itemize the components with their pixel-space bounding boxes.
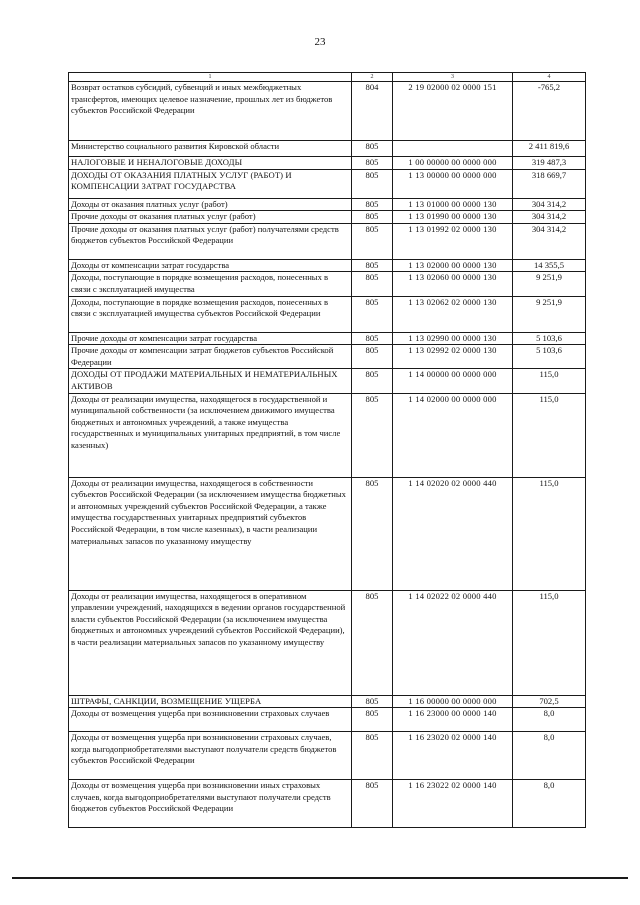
- row-sum: 318 669,7: [513, 169, 586, 198]
- page-bottom-rule: [12, 877, 628, 879]
- row-name: НАЛОГОВЫЕ И НЕНАЛОГОВЫЕ ДОХОДЫ: [69, 157, 352, 170]
- row-name: Прочие доходы от компенсации затрат бюджетов субъектов Российской Федерации: [69, 345, 352, 369]
- row-kbk: 2 19 02000 02 0000 151: [393, 82, 513, 141]
- row-kbk: [393, 141, 513, 157]
- row-code: 805: [352, 198, 393, 211]
- row-kbk: 1 13 02000 00 0000 130: [393, 259, 513, 272]
- column-number-sum: 4: [513, 73, 586, 82]
- row-sum: 8,0: [513, 732, 586, 780]
- table-row: [69, 141, 586, 157]
- row-name: Прочие доходы от оказания платных услуг (работ) получателями средств бюджетов субъектов Российской Федерации: [69, 223, 352, 259]
- row-code: 805: [352, 477, 393, 590]
- row-code: 805: [352, 369, 393, 393]
- row-name: ДОХОДЫ ОТ ОКАЗАНИЯ ПЛАТНЫХ УСЛУГ (РАБОТ) И КОМПЕНСАЦИИ ЗАТРАТ ГОСУДАРСТВА: [69, 169, 352, 198]
- row-code: 805: [352, 296, 393, 332]
- table-row: [69, 332, 586, 345]
- row-code: 805: [352, 272, 393, 296]
- row-sum: 5 103,6: [513, 332, 586, 345]
- row-sum: 319 487,3: [513, 157, 586, 170]
- row-name: Доходы от возмещения ущерба при возникновении иных страховых случаев, когда выгодоприобретателями выступают получатели средств бюджетов субъектов Российской Федерации: [69, 780, 352, 828]
- row-name: Доходы от реализации имущества, находящегося в государственной и муниципальной собственности (за исключением движимого имущества бюджетных и автономных учреждений, а также имущества государственных и муниципальных унитарных предприятий, в том числе казенных): [69, 393, 352, 477]
- row-kbk: 1 13 00000 00 0000 000: [393, 169, 513, 198]
- table-row: [69, 198, 586, 211]
- row-kbk: 1 13 01992 02 0000 130: [393, 223, 513, 259]
- row-code: 805: [352, 393, 393, 477]
- row-code: 805: [352, 211, 393, 224]
- row-name: ШТРАФЫ, САНКЦИИ, ВОЗМЕЩЕНИЕ УЩЕРБА: [69, 695, 352, 708]
- row-code: 805: [352, 157, 393, 170]
- row-kbk: 1 16 23000 00 0000 140: [393, 708, 513, 732]
- row-code: 805: [352, 332, 393, 345]
- row-code: 805: [352, 345, 393, 369]
- row-kbk: 1 13 02062 02 0000 130: [393, 296, 513, 332]
- table-row: [69, 780, 586, 828]
- table-row: [69, 393, 586, 477]
- row-code: 805: [352, 695, 393, 708]
- table-row: [69, 296, 586, 332]
- row-code: 805: [352, 732, 393, 780]
- row-sum: 9 251,9: [513, 296, 586, 332]
- row-name: Доходы от возмещения ущерба при возникновении страховых случаев: [69, 708, 352, 732]
- row-name: ДОХОДЫ ОТ ПРОДАЖИ МАТЕРИАЛЬНЫХ И НЕМАТЕРИАЛЬНЫХ АКТИВОВ: [69, 369, 352, 393]
- row-kbk: 1 14 02022 02 0000 440: [393, 590, 513, 695]
- row-name: Доходы, поступающие в порядке возмещения расходов, понесенных в связи с эксплуатацией имущества субъектов Российской Федерации: [69, 296, 352, 332]
- row-kbk: 1 13 02990 00 0000 130: [393, 332, 513, 345]
- row-kbk: 1 16 00000 00 0000 000: [393, 695, 513, 708]
- table-row: [69, 169, 586, 198]
- row-name: Доходы от возмещения ущерба при возникновении страховых случаев, когда выгодоприобретателями выступают получатели средств бюджетов субъектов Российской Федерации: [69, 732, 352, 780]
- row-sum: 2 411 819,6: [513, 141, 586, 157]
- row-kbk: 1 16 23020 02 0000 140: [393, 732, 513, 780]
- table-row: [69, 157, 586, 170]
- row-sum: 304 314,2: [513, 198, 586, 211]
- row-code: 805: [352, 259, 393, 272]
- row-sum: 115,0: [513, 393, 586, 477]
- row-sum: 9 251,9: [513, 272, 586, 296]
- row-kbk: 1 13 01990 00 0000 130: [393, 211, 513, 224]
- row-sum: 5 103,6: [513, 345, 586, 369]
- row-name: Прочие доходы от оказания платных услуг (работ): [69, 211, 352, 224]
- row-kbk: 1 16 23022 02 0000 140: [393, 780, 513, 828]
- row-sum: 304 314,2: [513, 211, 586, 224]
- table-row: [69, 272, 586, 296]
- row-kbk: 1 14 02000 00 0000 000: [393, 393, 513, 477]
- row-code: 805: [352, 141, 393, 157]
- row-kbk: 1 13 02060 00 0000 130: [393, 272, 513, 296]
- table-row: [69, 82, 586, 141]
- row-kbk: 1 13 01000 00 0000 130: [393, 198, 513, 211]
- table-row: [69, 259, 586, 272]
- row-code: 805: [352, 169, 393, 198]
- page-number: 23: [314, 36, 326, 48]
- row-sum: 115,0: [513, 369, 586, 393]
- row-kbk: 1 13 02992 02 0000 130: [393, 345, 513, 369]
- row-sum: 304 314,2: [513, 223, 586, 259]
- row-sum: 14 355,5: [513, 259, 586, 272]
- row-kbk: 1 14 02020 02 0000 440: [393, 477, 513, 590]
- row-sum: 115,0: [513, 477, 586, 590]
- row-name: Доходы от реализации имущества, находящегося в оперативном управлении учреждений, находящихся в ведении органов государственной власти субъектов Российской Федерации (за исключением имущества бюджетных и автономных учреждений субъектов Российской Федерации), в части реализации материальных запасов по указанному имуществу: [69, 590, 352, 695]
- row-name: Прочие доходы от компенсации затрат государства: [69, 332, 352, 345]
- table-row: [69, 590, 586, 695]
- column-number-kbk: 3: [393, 73, 513, 82]
- row-kbk: 1 00 00000 00 0000 000: [393, 157, 513, 170]
- row-name: Возврат остатков субсидий, субвенций и иных межбюджетных трансфертов, имеющих целевое назначение, прошлых лет из бюджетов субъектов Российской Федерации: [69, 82, 352, 141]
- column-number-code: 2: [352, 73, 393, 82]
- column-number-row: [69, 73, 586, 82]
- table-row: [69, 223, 586, 259]
- table-row: [69, 732, 586, 780]
- table-row: [69, 708, 586, 732]
- table-row: [69, 211, 586, 224]
- revenue-table: [68, 72, 586, 828]
- row-kbk: 1 14 00000 00 0000 000: [393, 369, 513, 393]
- table-row: [69, 345, 586, 369]
- row-sum: 702,5: [513, 695, 586, 708]
- row-code: 805: [352, 590, 393, 695]
- row-name: Доходы от реализации имущества, находящегося в собственности субъектов Российской Федерации (за исключением имущества бюджетных и автономных учреждений субъектов Российской Федерации, а также имущества государственных унитарных предприятий субъектов Российской Федерации, в том числе казенных), в части реализации материальных запасов по указанному имуществу: [69, 477, 352, 590]
- row-code: 804: [352, 82, 393, 141]
- row-sum: 115,0: [513, 590, 586, 695]
- column-number-name: 1: [69, 73, 352, 82]
- row-name: Доходы от компенсации затрат государства: [69, 259, 352, 272]
- row-code: 805: [352, 780, 393, 828]
- table-row: [69, 695, 586, 708]
- row-name: Министерство социального развития Кировской области: [69, 141, 352, 157]
- row-name: Доходы от оказания платных услуг (работ): [69, 198, 352, 211]
- row-sum: -765,2: [513, 82, 586, 141]
- row-code: 805: [352, 708, 393, 732]
- row-code: 805: [352, 223, 393, 259]
- row-name: Доходы, поступающие в порядке возмещения расходов, понесенных в связи с эксплуатацией имущества: [69, 272, 352, 296]
- table-row: [69, 369, 586, 393]
- row-sum: 8,0: [513, 780, 586, 828]
- row-sum: 8,0: [513, 708, 586, 732]
- table-row: [69, 477, 586, 590]
